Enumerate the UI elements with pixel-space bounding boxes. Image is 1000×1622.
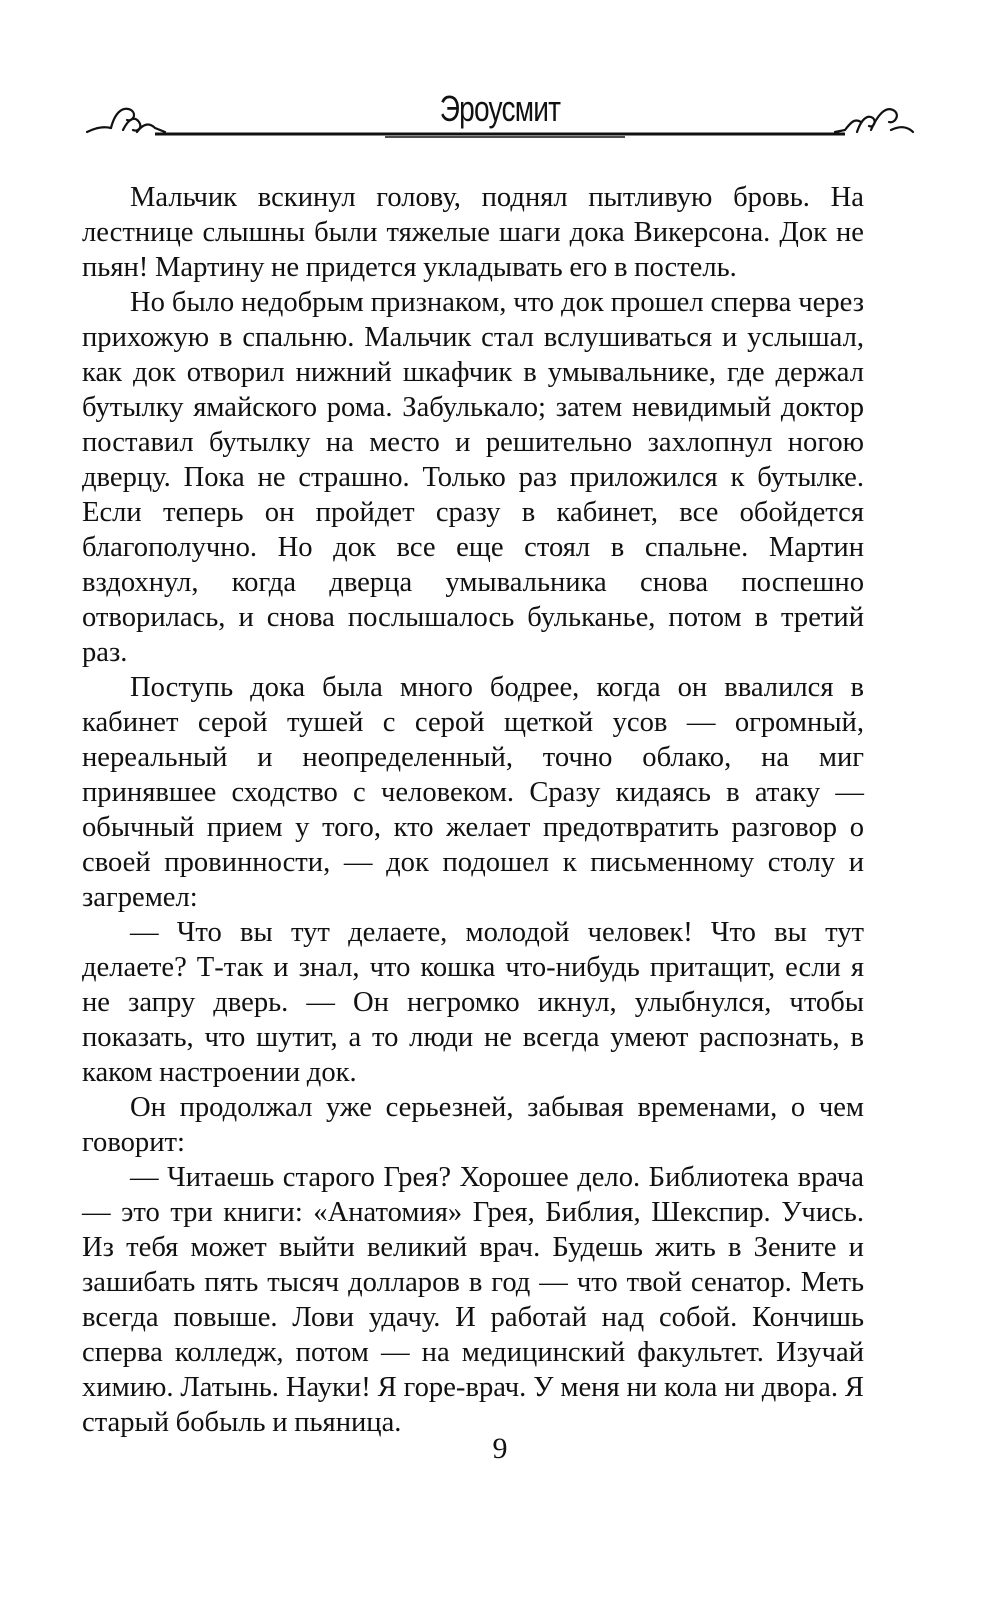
paragraph: Он продолжал уже серьезней, забывая временами, о чем говорит: (82, 1092, 864, 1158)
page-body (82, 180, 864, 1440)
paragraph: — Что вы тут делаете, молодой человек! Что вы тут делаете? Т-так и знал, что кошка что-нибудь притащит, если я не запру дверь. — Он негромко икнул, улыбнулся, чтобы показать, что шутит, а то люди не всегда умеют распознать, в каком настроении док. (82, 917, 864, 1088)
running-title: Эроусмит (439, 88, 561, 129)
paragraph: — Читаешь старого Грея? Хорошее дело. Библиотека врача — это три книги: «Анатомия» Грея, Библия, Шекспир. Учись. Из тебя может выйти великий врач. Будешь жить в Зените и зашибать пять тысяч долларов в год — что твой сенатор. Меть всегда повыше. Лови удачу. И работай над собой. Кончишь сперва колледж, потом — на медицинский факультет. Изучай химию. Латынь. Науки! Я горе-врач. У меня ни кола ни двора. Я старый бобыль и пьяница. (82, 1162, 864, 1438)
right-flourish-icon (835, 109, 913, 132)
paragraph: Но было недобрым признаком, что док прошел сперва через прихожую в спальню. Мальчик стал вслушиваться и услышал, как док отворил нижний шкафчик в умывальнике, где держал бутылку ямайского рома. Забулькало; затем невидимый доктор поставил бутылку на место и решительно захлопнул ногою дверцу. Пока не страшно. Только раз приложился к бутылке. Если теперь он пройдет сразу в кабинет, все обойдется благополучно. Но док все еще стоял в спальне. Мартин вздохнул, когда дверца умывальника снова поспешно отворилась, и снова послышалось бульканье, потом в третий раз. (82, 287, 864, 668)
paragraph: Мальчик вскинул голову, поднял пытливую бровь. На лестнице слышны были тяжелые шаги дока Викерсона. Док не пьян! Мартину не придется укладывать его в постель. (82, 182, 864, 283)
page-number: 9 (492, 1432, 508, 1465)
left-flourish-icon (87, 109, 165, 132)
paragraph: Поступь дока была много бодрее, когда он ввалился в кабинет серой тушей с серой щеткой усов — огромный, нереальный и неопределенный, точно облако, на миг принявшее сходство с человеком. Сразу кидаясь в атаку — обычный прием у того, кто желает предотвратить разговор о своей провинности, — док подошел к письменному столу и загремел: (82, 672, 864, 913)
running-header (85, 88, 915, 158)
